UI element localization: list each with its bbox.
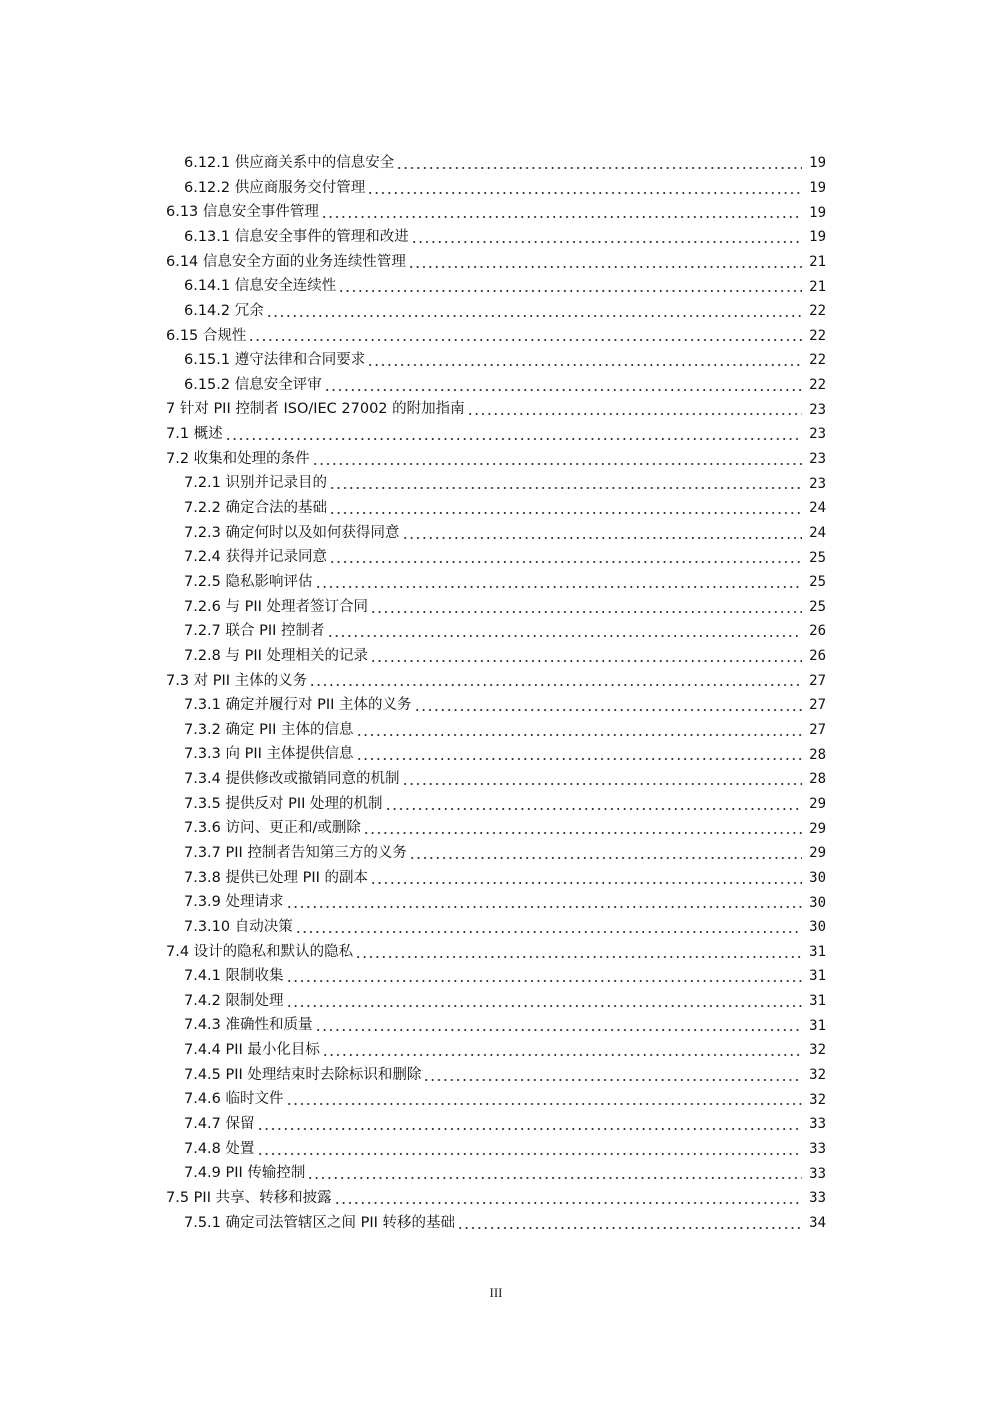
toc-entry-title: 7.2.3 确定何时以及如何获得同意 [184, 524, 400, 541]
dot-leader [327, 619, 802, 644]
toc-entry-title: 7.3.10 自动决策 [184, 918, 293, 935]
toc-entry[interactable] [0, 1038, 992, 1063]
toc-entry[interactable] [0, 595, 992, 620]
toc-entry-page-number: 22 [809, 352, 826, 369]
toc-entry-title: 6.14 信息安全方面的业务连续性管理 [166, 253, 406, 270]
dot-leader [266, 299, 802, 324]
table-of-contents [0, 151, 992, 1235]
toc-entry[interactable] [0, 1013, 992, 1038]
toc-entry[interactable] [0, 176, 992, 201]
toc-entry[interactable] [0, 447, 992, 472]
toc-entry-page-number: 25 [809, 574, 826, 591]
toc-entry[interactable] [0, 570, 992, 595]
toc-entry[interactable] [0, 1063, 992, 1088]
toc-entry-page-number: 28 [809, 771, 826, 788]
toc-entry[interactable] [0, 718, 992, 743]
dot-leader [356, 718, 802, 743]
dot-leader [307, 1161, 802, 1186]
toc-entry-title: 7.3.7 PII 控制者告知第三方的义务 [184, 845, 407, 861]
toc-entry-page-number: 22 [809, 377, 826, 394]
toc-entry-page-number: 31 [809, 993, 826, 1010]
toc-entry-page-number: 27 [809, 672, 826, 689]
dot-leader [402, 521, 802, 546]
toc-entry-page-number: 21 [809, 253, 826, 270]
dot-leader [356, 742, 802, 767]
dot-leader [329, 496, 802, 521]
toc-entry-title: 7.2.2 确定合法的基础 [184, 500, 328, 517]
toc-entry-title: 7.4.2 限制处理 [184, 992, 284, 1009]
dot-leader [321, 200, 802, 225]
dot-leader [315, 570, 802, 595]
toc-entry-page-number: 33 [809, 1116, 826, 1133]
toc-entry[interactable] [0, 989, 992, 1014]
toc-entry-page-number: 23 [809, 475, 826, 492]
toc-entry-page-number: 34 [809, 1214, 826, 1231]
dot-leader [315, 1013, 802, 1038]
toc-entry-page-number: 31 [809, 968, 826, 985]
toc-entry[interactable] [0, 668, 992, 693]
dot-leader [295, 915, 802, 940]
dot-leader [411, 225, 802, 250]
toc-entry-title: 7.3.1 确定并履行对 PII 主体的义务 [184, 697, 412, 714]
toc-entry[interactable] [0, 373, 992, 398]
dot-leader [370, 866, 802, 891]
toc-entry-page-number: 21 [809, 278, 826, 295]
dot-leader [457, 1211, 802, 1236]
toc-entry-title: 7.3.2 确定 PII 主体的信息 [184, 721, 354, 738]
dot-leader [257, 1137, 802, 1162]
dot-leader [338, 274, 802, 299]
dot-leader [324, 373, 802, 398]
dot-leader [367, 176, 802, 201]
toc-entry-title: 6.14.1 信息安全连续性 [184, 278, 337, 295]
toc-entry[interactable] [0, 693, 992, 718]
toc-entry-page-number: 32 [809, 1042, 826, 1059]
toc-entry[interactable] [0, 521, 992, 546]
dot-leader [329, 471, 802, 496]
toc-entry[interactable] [0, 1137, 992, 1162]
toc-entry-page-number: 26 [809, 648, 826, 665]
dot-leader [257, 1112, 802, 1137]
toc-entry[interactable] [0, 792, 992, 817]
toc-entry-title: 7.2.8 与 PII 处理相关的记录 [184, 647, 369, 664]
toc-entry[interactable] [0, 767, 992, 792]
toc-entry[interactable] [0, 471, 992, 496]
toc-entry[interactable] [0, 225, 992, 250]
toc-entry-page-number: 29 [809, 795, 826, 812]
toc-entry-page-number: 19 [809, 155, 826, 172]
dot-leader [408, 250, 802, 275]
toc-entry[interactable] [0, 841, 992, 866]
dot-leader [286, 890, 802, 915]
dot-leader [225, 422, 802, 447]
toc-entry-title: 7.3.4 提供修改或撤销同意的机制 [184, 771, 400, 788]
dot-leader [322, 1038, 802, 1063]
toc-entry-page-number: 23 [809, 426, 826, 443]
toc-entry-page-number: 19 [809, 229, 826, 246]
toc-entry[interactable] [0, 816, 992, 841]
toc-entry-title: 7.4.1 限制收集 [184, 968, 284, 985]
toc-entry-title: 7.3.9 处理请求 [184, 894, 284, 911]
toc-entry[interactable] [0, 1087, 992, 1112]
toc-entry-page-number: 25 [809, 598, 826, 615]
toc-entry-title: 7.1 概述 [166, 426, 223, 443]
dot-leader [423, 1063, 802, 1088]
toc-entry[interactable] [0, 397, 992, 422]
toc-entry-page-number: 30 [809, 919, 826, 936]
dot-leader [355, 940, 802, 965]
toc-entry-title: 7.3.6 访问、更正和/或删除 [184, 820, 361, 837]
toc-entry-page-number: 33 [809, 1140, 826, 1157]
toc-entry[interactable] [0, 274, 992, 299]
toc-entry-page-number: 24 [809, 500, 826, 517]
toc-entry-title: 7.3.3 向 PII 主体提供信息 [184, 746, 354, 763]
toc-entry[interactable] [0, 1112, 992, 1137]
dot-leader [248, 323, 802, 348]
toc-entry[interactable] [0, 1161, 992, 1186]
toc-entry-page-number: 29 [809, 845, 826, 862]
toc-entry-title: 6.14.2 冗余 [184, 302, 264, 319]
dot-leader [370, 595, 802, 620]
dot-leader [286, 989, 802, 1014]
toc-entry[interactable] [0, 323, 992, 348]
toc-entry[interactable] [0, 866, 992, 891]
toc-entry[interactable] [0, 250, 992, 275]
toc-entry[interactable] [0, 964, 992, 989]
dot-leader [334, 1186, 802, 1211]
toc-entry-title: 7.5 PII 共享、转移和披露 [166, 1189, 332, 1206]
dot-leader [467, 397, 802, 422]
toc-entry-title: 7.4 设计的隐私和默认的隐私 [166, 943, 354, 960]
toc-entry-page-number: 23 [809, 451, 826, 467]
toc-entry-page-number: 23 [809, 401, 826, 418]
toc-entry-title: 6.12.2 供应商服务交付管理 [184, 179, 366, 196]
dot-leader [367, 348, 802, 373]
toc-entry-page-number: 27 [809, 722, 826, 739]
toc-entry-page-number: 30 [809, 869, 826, 886]
page-number: III [489, 1285, 503, 1300]
toc-entry[interactable] [0, 644, 992, 669]
dot-leader [385, 792, 802, 817]
dot-leader [370, 644, 802, 669]
toc-entry-title: 7.2.1 识别并记录目的 [184, 475, 328, 492]
toc-entry-page-number: 25 [809, 549, 826, 566]
toc-entry-title: 7.4.9 PII 传输控制 [184, 1165, 306, 1182]
toc-entry-title: 7.3.5 提供反对 PII 处理的机制 [184, 795, 383, 812]
toc-entry[interactable] [0, 890, 992, 915]
toc-entry[interactable] [0, 422, 992, 447]
toc-entry-title: 6.15 合规性 [166, 327, 247, 344]
toc-entry-title: 7.3 对 PII 主体的义务 [166, 672, 308, 689]
toc-entry[interactable] [0, 200, 992, 225]
toc-entry-title: 6.15.1 遵守法律和合同要求 [184, 352, 366, 369]
toc-entry-page-number: 29 [809, 820, 826, 837]
toc-entry-title: 7.3.8 提供已处理 PII 的副本 [184, 869, 369, 886]
toc-entry[interactable] [0, 742, 992, 767]
dot-leader [363, 816, 802, 841]
toc-entry-title: 7.2 收集和处理的条件 [166, 450, 310, 467]
toc-entry[interactable] [0, 915, 992, 940]
toc-entry-title: 7.2.4 获得并记录同意 [184, 549, 328, 566]
toc-entry-title: 7.4.5 PII 处理结束时去除标识和删除 [184, 1066, 422, 1083]
toc-entry[interactable] [0, 299, 992, 324]
toc-entry-title: 7.2.6 与 PII 处理者签订合同 [184, 598, 369, 615]
toc-entry-title: 6.13 信息安全事件管理 [166, 204, 319, 221]
toc-entry-title: 7.4.7 保留 [184, 1116, 255, 1133]
toc-entry-title: 7.4.3 准确性和质量 [184, 1017, 313, 1034]
dot-leader [286, 1087, 802, 1112]
toc-entry-page-number: 27 [809, 697, 826, 714]
toc-entry-page-number: 33 [809, 1190, 826, 1207]
toc-entry-page-number: 24 [809, 524, 826, 541]
toc-entry-page-number: 31 [809, 943, 826, 960]
toc-entry-title: 7.2.5 隐私影响评估 [184, 573, 313, 590]
toc-entry-page-number: 22 [809, 327, 826, 344]
dot-leader [309, 668, 802, 693]
toc-entry-page-number: 19 [809, 204, 826, 221]
toc-entry[interactable] [0, 1186, 992, 1211]
toc-entry-title: 7.4.6 临时文件 [184, 1091, 284, 1108]
toc-entry[interactable] [0, 619, 992, 644]
toc-entry-page-number: 33 [809, 1165, 826, 1182]
toc-entry-title: 7 针对 PII 控制者 ISO/IEC 27002 的附加指南 [166, 401, 465, 418]
toc-entry-title: 7.4.8 处置 [184, 1140, 255, 1157]
toc-entry-page-number: 28 [809, 746, 826, 763]
toc-entry[interactable] [0, 545, 992, 570]
toc-entry-title: 7.2.7 联合 PII 控制者 [184, 623, 325, 640]
dot-leader [396, 151, 802, 176]
dot-leader [414, 693, 802, 718]
dot-leader [329, 545, 802, 570]
toc-entry[interactable] [0, 348, 992, 373]
toc-entry-page-number: 26 [809, 623, 826, 640]
toc-entry[interactable] [0, 496, 992, 521]
toc-entry[interactable] [0, 940, 992, 965]
dot-leader [286, 964, 802, 989]
toc-entry[interactable] [0, 1211, 992, 1236]
toc-entry-page-number: 32 [809, 1091, 826, 1108]
toc-entry-page-number: 30 [809, 894, 826, 911]
dot-leader [312, 447, 802, 472]
dot-leader [402, 767, 802, 792]
toc-entry[interactable] [0, 151, 992, 176]
toc-entry-page-number: 22 [809, 303, 826, 320]
dot-leader [409, 841, 802, 866]
toc-entry-title: 7.5.1 确定司法管辖区之间 PII 转移的基础 [184, 1214, 456, 1231]
toc-entry-page-number: 31 [809, 1017, 826, 1034]
toc-entry-title: 6.15.2 信息安全评审 [184, 376, 322, 393]
toc-entry-title: 7.4.4 PII 最小化目标 [184, 1042, 320, 1059]
toc-entry-page-number: 32 [809, 1067, 826, 1084]
toc-entry-title: 6.12.1 供应商关系中的信息安全 [184, 155, 395, 172]
toc-entry-page-number: 19 [809, 179, 826, 196]
toc-entry-title: 6.13.1 信息安全事件的管理和改进 [184, 228, 409, 245]
